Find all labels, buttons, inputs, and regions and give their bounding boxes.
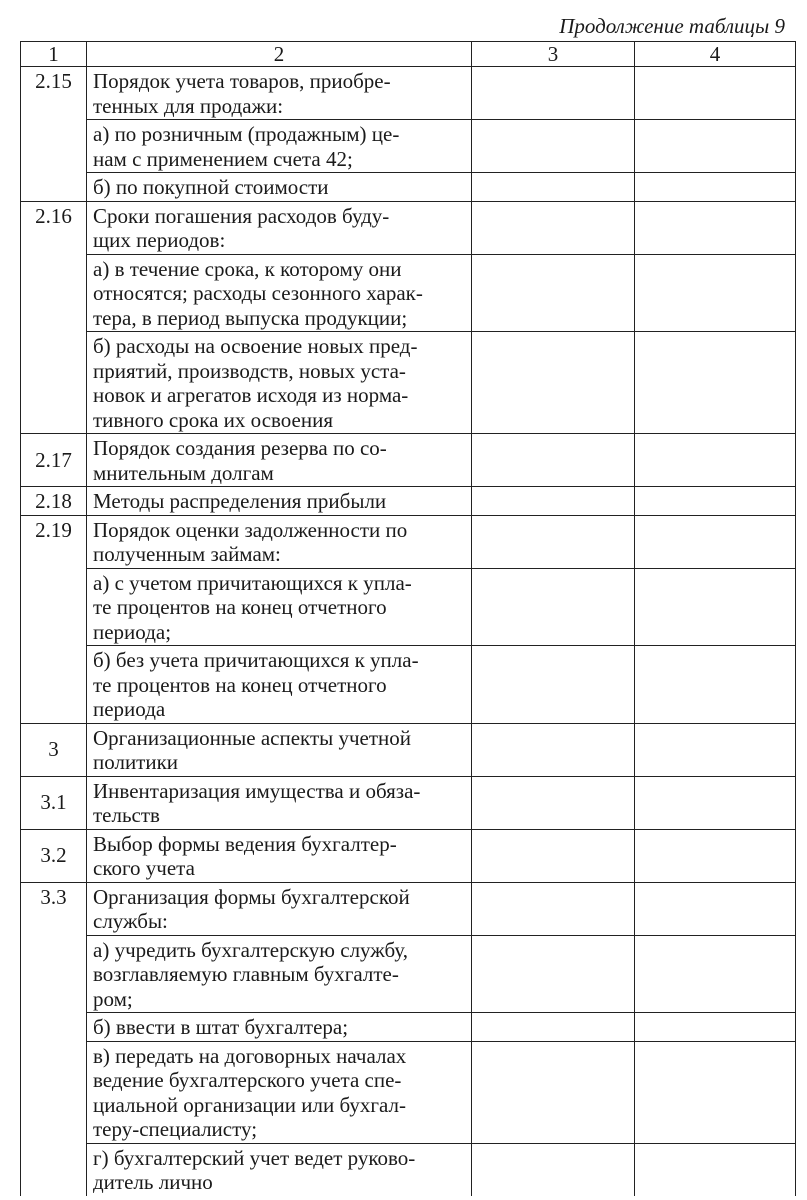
column-4-cell [635, 515, 796, 568]
text-cell [87, 1041, 472, 1143]
column-4-cell [635, 120, 796, 173]
row-text: Порядок оценки задолженности по полученным займам: [93, 517, 408, 566]
row-number-cell: 3.2 [21, 829, 87, 882]
column-3-cell [472, 120, 635, 173]
row-number-cell: 3.3 [21, 882, 87, 1196]
row-number-cell: 2.16 [21, 201, 87, 434]
row-text: Сроки погашения расходов буду- щих периодов: [93, 203, 390, 252]
column-3-cell [472, 434, 635, 487]
row-text: а) в течение срока, к которому они относятся; расходы сезонного харак- тера, в период выпуска продукции; [93, 256, 423, 330]
table-row [21, 254, 796, 332]
column-4-cell [635, 935, 796, 1013]
column-3-cell [472, 201, 635, 254]
row-text: Выбор формы ведения бухгалтер- ского учета [93, 831, 397, 880]
table-row [21, 776, 796, 829]
text-cell [87, 332, 472, 434]
table-row [21, 568, 796, 646]
row-text: б) без учета причитающихся к упла- те процентов на конец отчетного периода [93, 648, 419, 721]
column-header-4: 4 [635, 42, 796, 67]
column-3-cell [472, 776, 635, 829]
column-3-cell [472, 487, 635, 516]
column-4-cell [635, 1013, 796, 1042]
text-cell [87, 173, 472, 202]
table-row [21, 515, 796, 568]
table-continuation-caption: Продолжение таблицы 9 [559, 14, 785, 38]
column-3-cell [472, 935, 635, 1013]
column-3-cell [472, 723, 635, 776]
text-cell [87, 515, 472, 568]
text-cell [87, 935, 472, 1013]
column-4-cell [635, 829, 796, 882]
table-row [21, 1013, 796, 1042]
row-text: в) передать на договорных началах ведение бухгалтерского учета спе- циальной организации или бухгал- теру-специалисту; [93, 1043, 407, 1141]
row-text: б) по покупной стоимости [93, 175, 329, 199]
row-text: а) с учетом причитающихся к упла- те процентов на конец отчетного периода; [93, 570, 412, 644]
table-row [21, 434, 796, 487]
column-3-cell [472, 882, 635, 935]
row-text: Организационные аспекты учетной политики [93, 725, 412, 774]
text-cell [87, 1013, 472, 1042]
column-4-cell [635, 434, 796, 487]
column-3-cell [472, 829, 635, 882]
text-cell [87, 120, 472, 173]
row-text: б) расходы на освоение новых пред- приятий, производств, новых уста- новок и агрегатов исходя из норма- тивного срока их освоения [93, 334, 418, 432]
column-header-3: 3 [472, 42, 635, 67]
text-cell [87, 568, 472, 646]
column-3-cell [472, 1143, 635, 1196]
column-4-cell [635, 776, 796, 829]
column-3-cell [472, 332, 635, 434]
column-3-cell [472, 1041, 635, 1143]
column-3-cell [472, 1013, 635, 1042]
table-row [21, 120, 796, 173]
row-text: б) ввести в штат бухгалтера; [93, 1015, 349, 1039]
column-4-cell [635, 723, 796, 776]
column-3-cell [472, 173, 635, 202]
table-row [21, 882, 796, 935]
table-row [21, 173, 796, 202]
text-cell [87, 882, 472, 935]
row-text: Методы распределения прибыли [93, 489, 387, 513]
column-4-cell [635, 1041, 796, 1143]
column-3-cell [472, 515, 635, 568]
table-row [21, 1143, 796, 1196]
table-row [21, 1041, 796, 1143]
text-cell [87, 254, 472, 332]
table-row [21, 723, 796, 776]
row-number-cell: 3.1 [21, 776, 87, 829]
row-number-cell: 2.15 [21, 67, 87, 202]
text-cell [87, 487, 472, 516]
column-4-cell [635, 332, 796, 434]
column-4-cell [635, 1143, 796, 1196]
column-4-cell [635, 173, 796, 202]
table-row [21, 829, 796, 882]
column-3-cell [472, 568, 635, 646]
column-4-cell [635, 646, 796, 724]
table-row [21, 646, 796, 724]
row-text: а) по розничным (продажным) це- нам с применением счета 42; [93, 122, 400, 171]
text-cell [87, 776, 472, 829]
table-row [21, 67, 796, 120]
header-row [21, 42, 796, 67]
table-row [21, 935, 796, 1013]
row-number-cell: 2.19 [21, 515, 87, 723]
text-cell [87, 1143, 472, 1196]
row-text: а) учредить бухгалтерскую службу, возглавляемую главным бухгалте- ром; [93, 937, 409, 1011]
text-cell [87, 67, 472, 120]
column-4-cell [635, 254, 796, 332]
column-header-1: 1 [21, 42, 87, 67]
row-text: Порядок учета товаров, приобре- тенных для продажи: [93, 69, 391, 118]
column-4-cell [635, 882, 796, 935]
column-4-cell [635, 568, 796, 646]
row-text: Порядок создания резерва по со- мнительным долгам [93, 436, 387, 485]
row-text: Инвентаризация имущества и обяза- тельств [93, 778, 421, 827]
table-row [21, 201, 796, 254]
column-3-cell [472, 254, 635, 332]
column-3-cell [472, 646, 635, 724]
row-number-cell: 3 [21, 723, 87, 776]
table-row [21, 487, 796, 516]
text-cell [87, 829, 472, 882]
text-cell [87, 723, 472, 776]
column-4-cell [635, 67, 796, 120]
column-4-cell [635, 201, 796, 254]
row-text: г) бухгалтерский учет ведет руково- дитель лично [93, 1145, 416, 1194]
column-4-cell [635, 487, 796, 516]
table-row [21, 332, 796, 434]
text-cell [87, 646, 472, 724]
column-3-cell [472, 67, 635, 120]
accounting-policy-table [20, 41, 796, 1196]
text-cell [87, 201, 472, 254]
row-number-cell: 2.18 [21, 487, 87, 516]
column-header-2: 2 [87, 42, 472, 67]
row-text: Организация формы бухгалтерской службы: [93, 884, 410, 933]
text-cell [87, 434, 472, 487]
row-number-cell: 2.17 [21, 434, 87, 487]
